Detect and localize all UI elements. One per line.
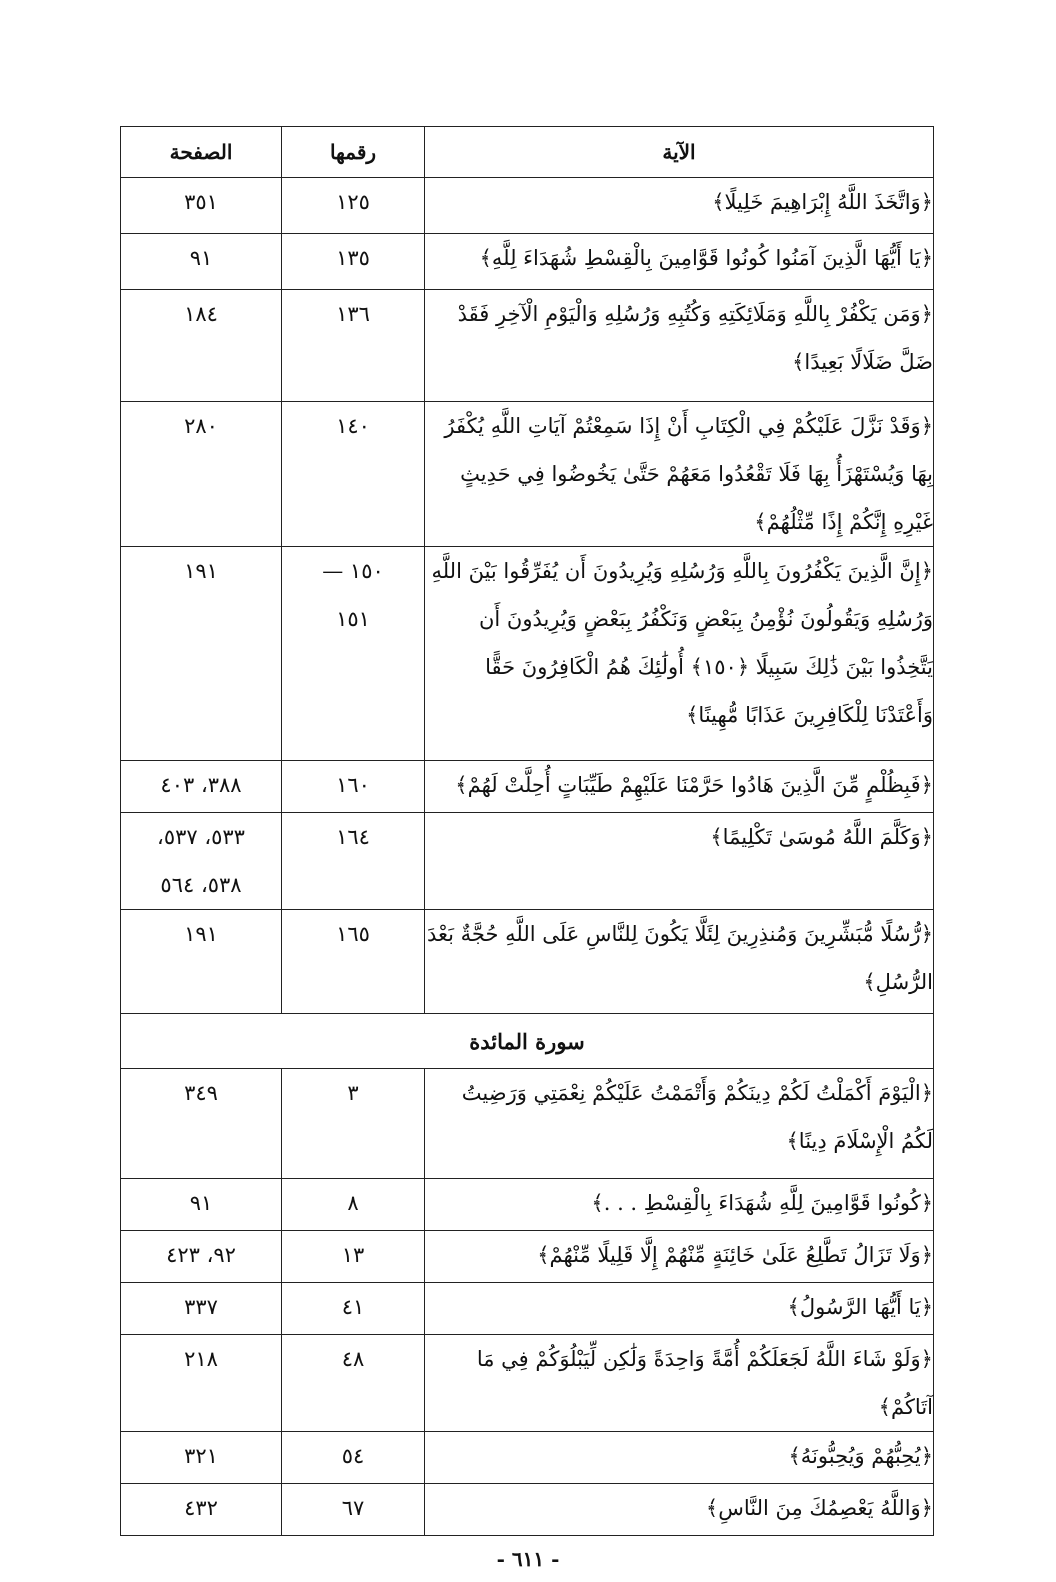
table-row [121, 402, 934, 547]
header-page: الصفحة [121, 127, 282, 178]
verse-number-cell: ١٢٥ [282, 178, 425, 234]
table-row [121, 813, 934, 910]
verse-cell: ﴿إِنَّ الَّذِينَ يَكْفُرُونَ بِاللَّهِ وَرُسُلِهِ وَيُرِيدُونَ أَن يُفَرِّقُوا بَيْنَ اللَّهِ وَرُسُلِهِ وَيَقُولُونَ نُؤْمِنُ بِبَعْضٍ وَنَكْفُرُ بِبَعْضٍ وَيُرِيدُونَ أَن يَتَّخِذُوا بَيْنَ ذَٰلِكَ سَبِيلًا ﴿١٥٠﴾ أُولَٰئِكَ هُمُ الْكَافِرُونَ حَقًّا وَأَعْتَدْنَا لِلْكَافِرِينَ عَذَابًا مُّهِينًا﴾ [425, 547, 934, 761]
verse-number-cell: ٤٨ [282, 1335, 425, 1432]
table-row [121, 290, 934, 402]
verse-cell: ﴿وَلَا تَزَالُ تَطَّلِعُ عَلَىٰ خَائِنَةٍ مِّنْهُمْ إِلَّا قَلِيلًا مِّنْهُمْ﴾ [425, 1231, 934, 1283]
page-cell: ٣٥١ [121, 178, 282, 234]
verse-number-cell: ٥٤ [282, 1432, 425, 1484]
header-verse: الآية [425, 127, 934, 178]
page-cell: ٢٨٠ [121, 402, 282, 547]
table-row [121, 761, 934, 813]
verse-cell: ﴿وَاتَّخَذَ اللَّهُ إِبْرَاهِيمَ خَلِيلًا﴾ [425, 178, 934, 234]
verse-cell: ﴿وَلَوْ شَاءَ اللَّهُ لَجَعَلَكُمْ أُمَّةً وَاحِدَةً وَلَٰكِن لِّيَبْلُوَكُمْ فِي مَا آتَاكُمْ﴾ [425, 1335, 934, 1432]
verse-cell: ﴿وَكَلَّمَ اللَّهُ مُوسَىٰ تَكْلِيمًا﴾ [425, 813, 934, 910]
page-cell: ٣٨٨، ٤٠٣ [121, 761, 282, 813]
page-number: - ٦١١ - [496, 1547, 560, 1571]
surah-heading: سورة المائدة [121, 1014, 934, 1069]
verse-cell: ﴿يَا أَيُّهَا الَّذِينَ آمَنُوا كُونُوا قَوَّامِينَ بِالْقِسْطِ شُهَدَاءَ لِلَّهِ﴾ [425, 234, 934, 290]
table-row [121, 1484, 934, 1536]
verse-cell: ﴿فَبِظُلْمٍ مِّنَ الَّذِينَ هَادُوا حَرَّمْنَا عَلَيْهِمْ طَيِّبَاتٍ أُحِلَّتْ لَهُمْ﴾ [425, 761, 934, 813]
header-number: رقمها [282, 127, 425, 178]
verse-cell: ﴿رُّسُلًا مُّبَشِّرِينَ وَمُنذِرِينَ لِئَلَّا يَكُونَ لِلنَّاسِ عَلَى اللَّهِ حُجَّةٌ بَعْدَ الرُّسُلِ﴾ [425, 910, 934, 1014]
page-cell: ١٨٤ [121, 290, 282, 402]
table-row [121, 1231, 934, 1283]
verse-number-cell: ١٦٤ [282, 813, 425, 910]
page-cell: ٣٣٧ [121, 1283, 282, 1335]
verse-number-cell: ١٦٥ [282, 910, 425, 1014]
page-cell: ١٩١ [121, 910, 282, 1014]
page-cell: ٤٣٢ [121, 1484, 282, 1536]
verse-cell: ﴿كُونُوا قَوَّامِينَ لِلَّهِ شُهَدَاءَ بِالْقِسْطِ . . .﴾ [425, 1179, 934, 1231]
table-header-row [121, 127, 934, 178]
verse-number-cell: ١٣٥ [282, 234, 425, 290]
verse-number-cell: ١٥٠ — ١٥١ [282, 547, 425, 761]
verse-cell: ﴿وَمَن يَكْفُرْ بِاللَّهِ وَمَلَائِكَتِهِ وَكُتُبِهِ وَرُسُلِهِ وَالْيَوْمِ الْآخِرِ فَقَدْ ضَلَّ ضَلَالًا بَعِيدًا﴾ [425, 290, 934, 402]
verse-cell: ﴿يُحِبُّهُمْ وَيُحِبُّونَهُ﴾ [425, 1432, 934, 1484]
verse-index-table [120, 126, 934, 1536]
verse-number-cell: ١٦٠ [282, 761, 425, 813]
table-row [121, 178, 934, 234]
verse-number-cell: ١٣٦ [282, 290, 425, 402]
verse-number-cell: ٨ [282, 1179, 425, 1231]
table-row [121, 1335, 934, 1432]
page-cell: ٩١ [121, 1179, 282, 1231]
table-row [121, 910, 934, 1014]
table-row [121, 1069, 934, 1179]
table-row [121, 234, 934, 290]
verse-cell: ﴿الْيَوْمَ أَكْمَلْتُ لَكُمْ دِينَكُمْ وَأَتْمَمْتُ عَلَيْكُمْ نِعْمَتِي وَرَضِيتُ لَكُمُ الْإِسْلَامَ دِينًا﴾ [425, 1069, 934, 1179]
page-cell: ٣٢١ [121, 1432, 282, 1484]
table-row [121, 1283, 934, 1335]
page-cell: ٩٢، ٤٢٣ [121, 1231, 282, 1283]
verse-number-cell: ٤١ [282, 1283, 425, 1335]
table-row [121, 1179, 934, 1231]
page-cell: ٥٣٣، ٥٣٧، ٥٣٨، ٥٦٤ [121, 813, 282, 910]
verse-cell: ﴿وَاللَّهُ يَعْصِمُكَ مِنَ النَّاسِ﴾ [425, 1484, 934, 1536]
surah-heading-row [121, 1014, 934, 1069]
page-cell: ٢١٨ [121, 1335, 282, 1432]
page-cell: ٩١ [121, 234, 282, 290]
verse-cell: ﴿وَقَدْ نَزَّلَ عَلَيْكُمْ فِي الْكِتَابِ أَنْ إِذَا سَمِعْتُمْ آيَاتِ اللَّهِ يُكْفَرُ بِهَا وَيُسْتَهْزَأُ بِهَا فَلَا تَقْعُدُوا مَعَهُمْ حَتَّىٰ يَخُوضُوا فِي حَدِيثٍ غَيْرِهِ إِنَّكُمْ إِذًا مِّثْلُهُمْ﴾ [425, 402, 934, 547]
verse-cell: ﴿يَا أَيُّهَا الرَّسُولُ﴾ [425, 1283, 934, 1335]
verse-number-cell: ١٣ [282, 1231, 425, 1283]
page-cell: ٣٤٩ [121, 1069, 282, 1179]
verse-number-cell: ١٤٠ [282, 402, 425, 547]
verse-number-cell: ٣ [282, 1069, 425, 1179]
table-row [121, 547, 934, 761]
verse-number-cell: ٦٧ [282, 1484, 425, 1536]
table-row [121, 1432, 934, 1484]
page-cell: ١٩١ [121, 547, 282, 761]
